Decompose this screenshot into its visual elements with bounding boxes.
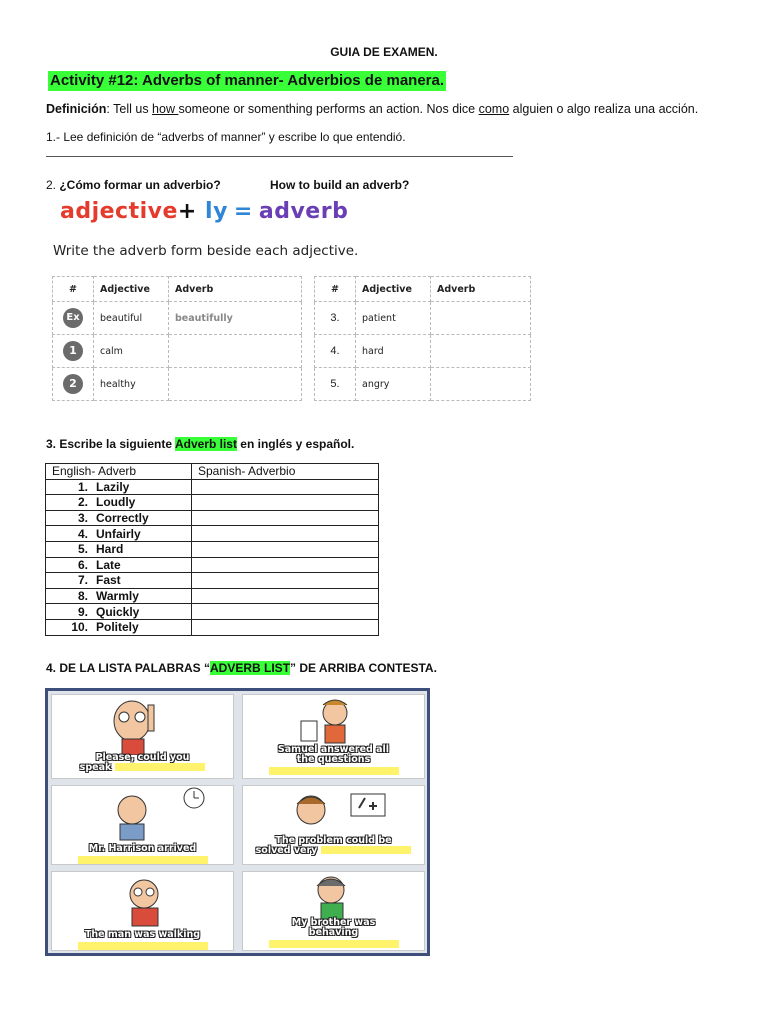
panel-caption [56, 930, 229, 950]
comic-panels-grid [45, 688, 430, 956]
caption-line1: Please, could you [95, 752, 190, 763]
adverb-spanish-cell[interactable] [192, 510, 379, 526]
adverb-spanish-cell[interactable] [192, 604, 379, 620]
activity-heading: Activity #12: Adverbs of manner- Adverbios de manera. [50, 72, 445, 89]
number-badge: 2 [63, 374, 83, 394]
number-badge: 1 [63, 341, 83, 361]
panel-caption [247, 745, 420, 775]
formula-equals: = [233, 199, 253, 224]
adverb-spanish-cell[interactable] [192, 557, 379, 573]
comic-panel [51, 785, 234, 865]
adverb-spanish-cell[interactable] [192, 619, 379, 635]
comic-panel [51, 694, 234, 779]
caption-line1: My brother was [291, 917, 376, 928]
boy-behaving-icon [243, 872, 424, 920]
question-4 [46, 661, 437, 675]
old-man-walking-icon [52, 872, 233, 928]
table-gap [302, 277, 315, 302]
question-3-highlight: Adverb list [174, 437, 237, 451]
adverb-formula [60, 199, 348, 224]
adverb-spanish-cell[interactable] [192, 588, 379, 604]
adverb-word: Quickly [96, 604, 140, 619]
left-adjective: beautiful [94, 302, 169, 335]
adverb-english-cell [46, 573, 192, 589]
adverb-number: 2. [77, 495, 88, 510]
question-3-pre: 3. Escribe la siguiente [46, 437, 175, 451]
adverb-english-cell [46, 619, 192, 635]
right-num: 5. [315, 368, 356, 401]
adverb-list-row [46, 526, 379, 542]
adverb-word: Fast [96, 573, 121, 588]
adverb-word: Correctly [96, 511, 149, 526]
panel-caption [56, 753, 229, 773]
left-adjective: healthy [94, 368, 169, 401]
formula-adjective: adjective [60, 199, 178, 224]
formula-ly: ly [205, 199, 228, 224]
adverb-word: Unfairly [96, 526, 141, 541]
adverb-english-cell [46, 510, 192, 526]
caption-line2: speak [79, 762, 112, 773]
adverb-word: Warmly [96, 589, 139, 604]
left-adverb-example: beautifully [169, 302, 302, 335]
comic-panel [51, 871, 234, 951]
adverb-word: Hard [96, 542, 124, 557]
caption-line2: behaving [308, 927, 359, 938]
caption-line2: the questions [296, 754, 371, 765]
definition-part2: someone or somenthing performs an action. Nos dice [178, 102, 479, 116]
adverb-list-row [46, 557, 379, 573]
adverb-spanish-cell[interactable] [192, 541, 379, 557]
right-adverb-answer[interactable] [431, 335, 531, 368]
question-4-pre: 4. DE LA LISTA PALABRAS “ [46, 661, 211, 675]
adverb-list-row [46, 604, 379, 620]
left-adjective: calm [94, 335, 169, 368]
adverb-list-header [46, 464, 379, 480]
adverb-word: Loudly [96, 495, 136, 510]
left-adverb-answer[interactable] [169, 368, 302, 401]
exercise-row [53, 335, 531, 368]
formula-plus: + [177, 199, 197, 224]
panel-caption [247, 836, 420, 856]
left-header-num: # [53, 277, 94, 302]
header-spanish: Spanish- Adverbio [192, 464, 379, 480]
exercise-header-row [53, 277, 531, 302]
adverb-number: 7. [77, 573, 88, 588]
adverb-english-cell [46, 604, 192, 620]
definition-how: how [152, 102, 179, 116]
adverb-list-row [46, 619, 379, 635]
adverb-number: 6. [77, 557, 88, 572]
adverb-number: 10. [71, 620, 88, 635]
right-adjective: patient [356, 302, 431, 335]
adverb-english-cell [46, 588, 192, 604]
comic-panel [242, 785, 425, 865]
question-2-number: 2. [46, 178, 60, 192]
right-adjective: angry [356, 368, 431, 401]
caption-line2: solved very [255, 845, 318, 856]
question-3-post: en inglés y español. [236, 437, 355, 451]
adverb-list-row [46, 510, 379, 526]
left-header-adjective: Adjective [94, 277, 169, 302]
left-header-adverb: Adverb [169, 277, 302, 302]
right-adverb-answer[interactable] [431, 302, 531, 335]
answer-blank[interactable] [321, 846, 411, 854]
definition-label: Definición [46, 102, 107, 116]
adverb-number: 9. [77, 604, 88, 619]
exercise-row [53, 302, 531, 335]
answer-blank[interactable] [269, 940, 399, 948]
caption-line1: The man was walking [84, 929, 201, 940]
adverb-spanish-cell[interactable] [192, 526, 379, 542]
adverb-number: 1. [77, 479, 88, 494]
adverb-list-row [46, 479, 379, 495]
caption-line1: Mr. Harrison arrived [88, 843, 197, 854]
adverb-number: 5. [77, 542, 88, 557]
adverb-list-row [46, 588, 379, 604]
header-english: English- Adverb [46, 464, 192, 480]
question-2 [46, 178, 221, 192]
adverb-number: 4. [77, 526, 88, 541]
right-num: 3. [315, 302, 356, 335]
adverb-spanish-cell[interactable] [192, 573, 379, 589]
exercise-row [53, 368, 531, 401]
adverb-word: Politely [96, 620, 139, 635]
right-adjective: hard [356, 335, 431, 368]
right-num: 4. [315, 335, 356, 368]
boy-with-paper-icon [243, 695, 424, 751]
adverb-list-table [45, 463, 379, 636]
right-header-adverb: Adverb [431, 277, 531, 302]
definition-text [46, 102, 698, 116]
adverb-number: 3. [77, 511, 88, 526]
boy-math-icon [243, 786, 424, 838]
question-2-english: How to build an adverb? [270, 178, 410, 192]
example-badge: Ex [63, 308, 83, 328]
answer-blank[interactable] [115, 763, 205, 771]
definition-part1: : Tell us [106, 102, 153, 116]
answer-blank[interactable] [78, 856, 208, 864]
definition-como: como [478, 102, 510, 116]
panel-caption [247, 918, 420, 948]
left-adverb-answer[interactable] [169, 335, 302, 368]
formula-adverb: adverb [258, 199, 349, 224]
adverb-spanish-cell[interactable] [192, 479, 379, 495]
man-late-clock-icon [52, 786, 233, 842]
adverb-english-cell [46, 541, 192, 557]
panel-caption [56, 844, 229, 864]
right-header-adjective: Adjective [356, 277, 431, 302]
adverb-number: 8. [77, 589, 88, 604]
question-3 [46, 437, 354, 451]
adverb-english-cell [46, 479, 192, 495]
answer-blank[interactable] [78, 942, 208, 950]
definition-part3: alguien o algo realiza una acción. [509, 102, 699, 116]
exercise-instruction: Write the adverb form beside each adjective. [53, 243, 359, 259]
question-2-spanish: ¿Cómo formar un adverbio? [59, 178, 221, 192]
question-4-highlight: ADVERB LIST [210, 661, 291, 675]
adverb-word: Lazily [96, 479, 130, 494]
right-header-num: # [315, 277, 356, 302]
answer-blank[interactable] [269, 767, 399, 775]
answer-line[interactable] [46, 156, 513, 157]
caption-line1: Samuel answered all [277, 744, 390, 755]
adverb-list-row [46, 495, 379, 511]
adverb-english-cell [46, 557, 192, 573]
question-1: 1.- Lee definición de “adverbs of manner” y escribe lo que entendió. [46, 130, 406, 144]
adverb-english-cell [46, 526, 192, 542]
caption-line1: The problem could be [275, 835, 392, 846]
adverb-word: Late [96, 557, 121, 572]
question-4-post: ” DE ARRIBA CONTESTA. [290, 661, 437, 675]
comic-panel [242, 694, 425, 779]
comic-panel [242, 871, 425, 951]
right-adverb-answer[interactable] [431, 368, 531, 401]
adverb-spanish-cell[interactable] [192, 495, 379, 511]
man-pointing-ear-icon [52, 695, 233, 755]
adverb-english-cell [46, 495, 192, 511]
page-title: GUIA DE EXAMEN. [330, 45, 438, 59]
adverb-exercise-table [52, 276, 531, 401]
adverb-list-row [46, 573, 379, 589]
adverb-list-row [46, 541, 379, 557]
